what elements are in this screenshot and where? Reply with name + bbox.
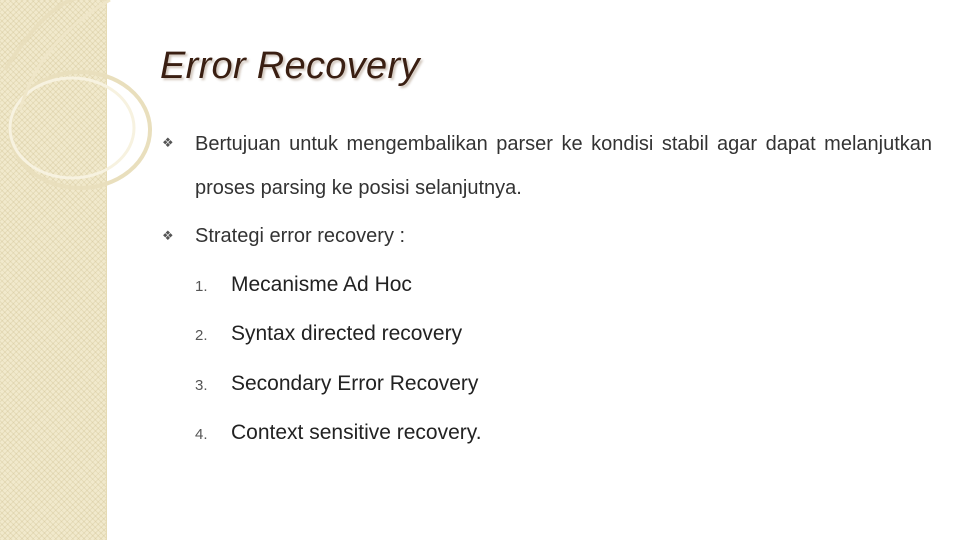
- list-number: 1.: [195, 278, 208, 295]
- list-item-text: Syntax directed recovery: [231, 322, 463, 345]
- numbered-list-item: [195, 322, 462, 346]
- numbered-list-item: [195, 372, 478, 396]
- list-number: 4.: [195, 426, 208, 443]
- list-item-text: Context sensitive recovery.: [231, 421, 482, 444]
- list-number: 3.: [195, 377, 208, 394]
- list-number: 2.: [195, 327, 208, 344]
- slide-title: Error Recovery: [160, 45, 420, 87]
- diamond-bullet-icon: ❖: [162, 135, 174, 150]
- bullet-text: Bertujuan untuk mengembalikan parser ke kondisi stabil agar dapat melanjutkan proses parsing ke posisi selanjutnya.: [195, 133, 932, 199]
- diamond-bullet-icon: ❖: [162, 228, 174, 243]
- numbered-list-item: [195, 421, 482, 445]
- numbered-list-item: [195, 273, 412, 297]
- list-item-text: Mecanisme Ad Hoc: [231, 273, 412, 296]
- bullet-item-1: [162, 132, 932, 210]
- bullet-text: Strategi error recovery :: [195, 225, 406, 247]
- list-item-text: Secondary Error Recovery: [231, 372, 479, 395]
- bullet-item-2: [162, 225, 932, 248]
